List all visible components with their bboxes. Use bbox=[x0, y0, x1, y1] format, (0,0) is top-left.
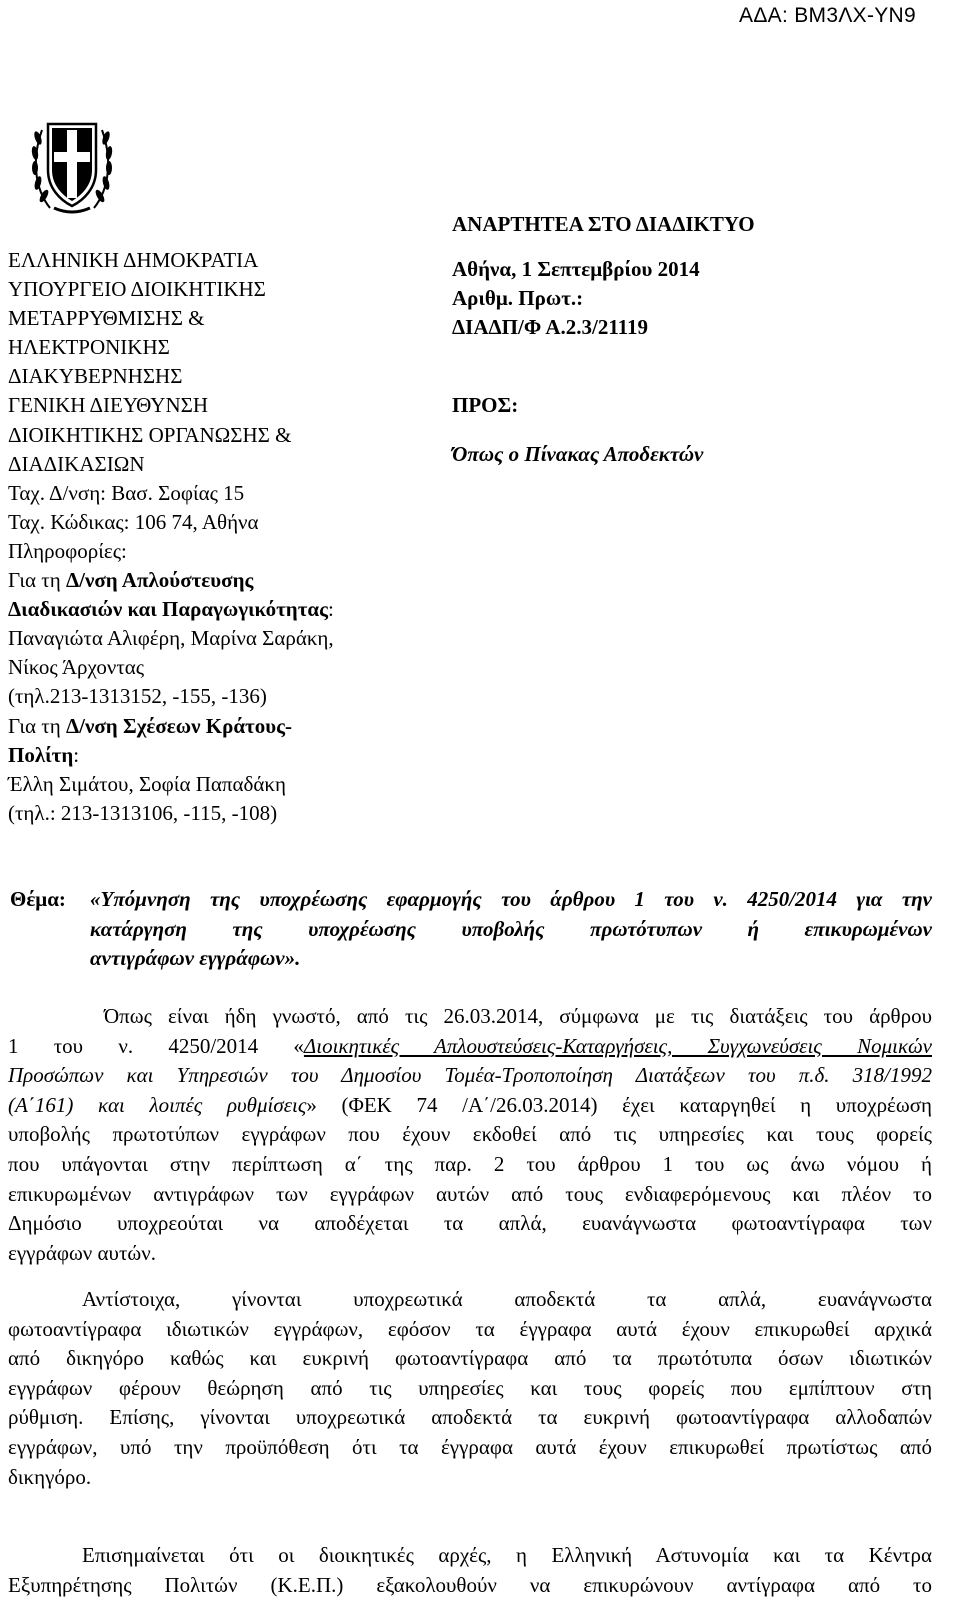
dept1-people: Παναγιώτα Αλιφέρη, Μαρίνα Σαράκη, bbox=[8, 626, 334, 651]
document-date: Αθήνα, 1 Σεπτεμβρίου 2014 bbox=[452, 257, 700, 282]
subject-label: Θέμα: bbox=[10, 887, 66, 911]
sender-line: ΗΛΕΚΤΡΟΝΙΚΗΣ bbox=[8, 335, 170, 360]
greek-state-emblem-icon bbox=[28, 108, 116, 218]
dept2-people: Έλλη Σιμάτου, Σοφία Παπαδάκη bbox=[8, 771, 286, 796]
postal-address: Ταχ. Δ/νση: Βασ. Σοφίας 15 bbox=[8, 480, 245, 505]
paragraph-line: υποβολής πρωτοτύπων εγγράφων που έχουν εκδοθεί από τις υπηρεσίες και τους φορείς bbox=[8, 1122, 932, 1147]
subject-line-3: αντιγράφων εγγράφων». bbox=[90, 946, 301, 970]
paragraph-line: επικυρωμένων αντιγράφων των εγγράφων αυτών από τους ενδιαφερόμενους και πλέον το bbox=[8, 1181, 932, 1206]
dept1-phone: (τηλ.213-1313152, -155, -136) bbox=[8, 684, 267, 709]
paragraph-line: Εξυπηρέτησης Πολιτών (Κ.Ε.Π.) εξακολουθούν να επικυρώνουν αντίγραφα από το bbox=[8, 1572, 932, 1597]
dept2-phone: (τηλ.: 213-1313106, -115, -108) bbox=[8, 800, 278, 825]
dept1-prefix: Για τη bbox=[8, 568, 66, 593]
paragraph-line: Επισημαίνεται ότι οι διοικητικές αρχές, η Ελληνική Αστυνομία και τα Κέντρα bbox=[82, 1543, 932, 1567]
publish-notice: ΑΝΑΡΤΗΤΕΑ ΣΤΟ ΔΙΑΔΙΚΤΥΟ bbox=[452, 212, 755, 236]
sender-line: ΔΙΑΔΙΚΑΣΙΩΝ bbox=[8, 451, 145, 476]
header-right bbox=[452, 210, 932, 470]
paragraph-line: δικηγόρο. bbox=[8, 1464, 92, 1489]
paragraph-line: εγγράφων αυτών. bbox=[8, 1240, 156, 1265]
paragraph-line: (Α΄161) και λοιπές ρυθμίσεις» (ΦΕΚ 74 /Α΄/26.03.2014) έχει καταργηθεί η υποχρέωση bbox=[8, 1092, 932, 1117]
paragraph-2 bbox=[8, 1285, 932, 1492]
paragraph-line: Αντίστοιχα, γίνονται υποχρεωτικά αποδεκτά τα απλά, ευανάγνωστα bbox=[82, 1287, 932, 1311]
paragraph-line: που υπάγονται στην περίπτωση α΄ της παρ. 2 του άρθρου 1 του ως άνω νόμου ή bbox=[8, 1151, 932, 1176]
dept2-colon: : bbox=[73, 742, 80, 767]
sender-line: ΜΕΤΑΡΡΥΘΜΙΣΗΣ & bbox=[8, 306, 205, 331]
dept1-name-cont: Διαδικασιών και Παραγωγικότητας bbox=[8, 597, 328, 622]
protocol-label: Αριθμ. Πρωτ.: bbox=[452, 286, 584, 311]
sender-line: ΕΛΛΗΝΙΚΗ ΔΗΜΟΚΡΑΤΙΑ bbox=[8, 248, 259, 272]
paragraph-line: εγγράφων φέρουν θεώρηση από τις υπηρεσίες και τους φορείς που εμπίπτουν στη bbox=[8, 1375, 932, 1400]
paragraph-3 bbox=[8, 1541, 932, 1600]
paragraph-line: Δημόσιο υποχρεούται να αποδέχεται τα απλά, ευανάγνωστα φωτοαντίγραφα των bbox=[8, 1211, 932, 1236]
dept2-name-cont: Πολίτη bbox=[8, 742, 74, 767]
protocol-number: ΔΙΑΔΠ/Φ Α.2.3/21119 bbox=[452, 315, 649, 340]
subject-line-2: κατάργηση της υποχρέωσης υποβολής πρωτότυπων ή επικυρωμένων bbox=[90, 916, 932, 941]
paragraph-1 bbox=[8, 1002, 932, 1268]
sender-line: ΔΙΟΙΚΗΤΙΚΗΣ ΟΡΓΑΝΩΣΗΣ & bbox=[8, 422, 292, 447]
paragraph-line: από δικηγόρο καθώς και ευκρινή φωτοαντίγραφα από τα πρωτότυπα όσων ιδιωτικών bbox=[8, 1346, 932, 1371]
sender-block bbox=[8, 246, 408, 828]
to-label: ΠΡΟΣ: bbox=[452, 393, 519, 418]
info-label: Πληροφορίες: bbox=[8, 538, 127, 563]
paragraph-line: φωτοαντίγραφα ιδιωτικών εγγράφων, εφόσον τα έγγραφα αυτά έχουν επικυρωθεί αρχικά bbox=[8, 1316, 932, 1341]
paragraph-line: Προσώπων και Υπηρεσιών του Δημοσίου Τομέα-Τροποποίηση Διατάξεων του π.δ. 318/1992 bbox=[8, 1063, 932, 1088]
sender-line: ΥΠΟΥΡΓΕΙΟ ΔΙΟΙΚΗΤΙΚΗΣ bbox=[8, 277, 266, 302]
dept1-line-2 bbox=[8, 595, 408, 624]
dept2-prefix: Για τη bbox=[8, 713, 66, 738]
dept1-people-cont: Νίκος Άρχοντας bbox=[8, 655, 145, 680]
ada-code: ΑΔΑ: ΒΜ3ΛΧ-ΥΝ9 bbox=[739, 4, 916, 27]
paragraph-line: 1 του ν. 4250/2014 «Διοικητικές Απλουστεύσεις-Καταργήσεις, Συγχωνεύσεις Νομικών bbox=[8, 1033, 932, 1058]
paragraph-line: ρύθμιση. Επίσης, γίνονται υποχρεωτικά αποδεκτά τα ευκρινή φωτοαντίγραφα αλλοδαπών bbox=[8, 1405, 932, 1430]
sender-line: ΔΙΑΚΥΒΕΡΝΗΣΗΣ bbox=[8, 364, 183, 389]
dept1-line bbox=[8, 566, 408, 595]
dept1-colon: : bbox=[327, 597, 334, 622]
sender-line: ΓΕΝΙΚΗ ΔΙΕΥΘΥΝΣΗ bbox=[8, 393, 209, 418]
subject-block bbox=[10, 885, 932, 974]
dept2-line bbox=[8, 712, 408, 741]
recipients: Όπως ο Πίνακας Αποδεκτών bbox=[452, 442, 704, 467]
paragraph-line: εγγράφων, υπό την προϋπόθεση ότι τα έγγραφα αυτά έχουν επικυρωθεί πρωτίστως από bbox=[8, 1434, 932, 1459]
paragraph-line: Όπως είναι ήδη γνωστό, από τις 26.03.2014, σύμφωνα με τις διατάξεις του άρθρου bbox=[104, 1004, 932, 1028]
subject-line-1: Θέμα: «Υπόμνηση της υποχρέωσης εφαρμογής του άρθρου 1 του ν. 4250/2014 για την bbox=[90, 885, 932, 915]
dept1-name: Δ/νση Απλούστευσης bbox=[65, 568, 254, 593]
law-title: Διοικητικές Απλουστεύσεις-Καταργήσεις, Συγχωνεύσεις Νομικών bbox=[303, 1033, 932, 1058]
postal-code: Ταχ. Κώδικας: 106 74, Αθήνα bbox=[8, 509, 259, 534]
dept2-name: Δ/νση Σχέσεων Κράτους- bbox=[65, 713, 292, 738]
dept2-line-2 bbox=[8, 741, 408, 770]
